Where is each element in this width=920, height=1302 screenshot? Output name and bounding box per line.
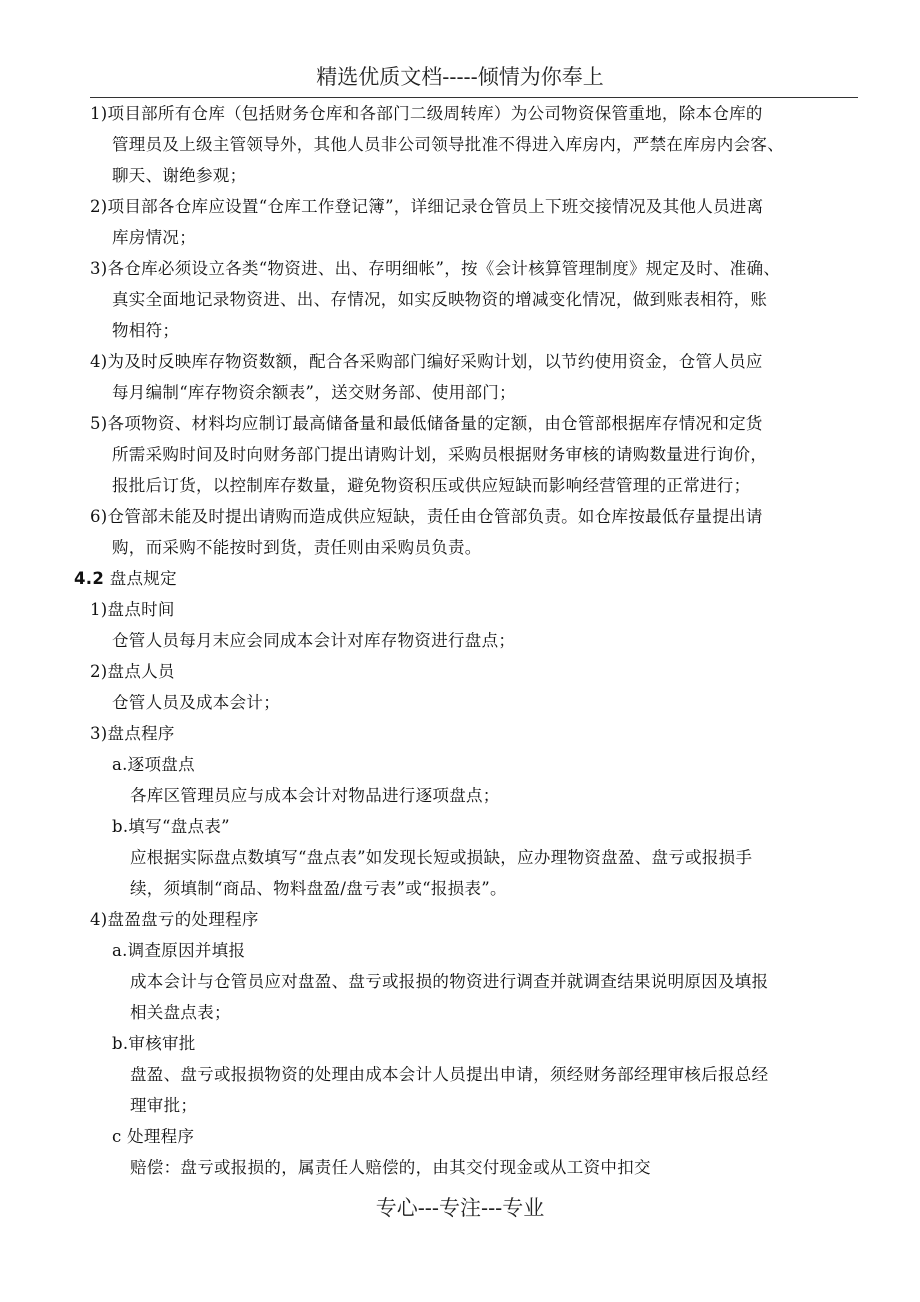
inventory-people-text: 仓管人员及成本会计； bbox=[112, 693, 280, 712]
procedure-a-text: 各库区管理员应与成本会计对物品进行逐项盘点； bbox=[130, 786, 500, 805]
list-item-5-line-3: 报批后订货，以控制库存数量，避免物资积压或供应短缺而影响经营管理的正常进行； bbox=[112, 476, 751, 495]
procedure-b-text-2: 续，须填制“商品、物料盘盈/盘亏表”或“报损表”。 bbox=[130, 879, 507, 898]
inventory-time-text: 仓管人员每月末应会同成本会计对库存物资进行盘点； bbox=[112, 631, 516, 650]
handling-a-text-2: 相关盘点表； bbox=[130, 1003, 231, 1022]
handling-b-text-2: 理审批； bbox=[130, 1096, 198, 1115]
list-item-2-line-1: 2)项目部各仓库应设置“仓库工作登记簿”，详细记录仓管员上下班交接情况及其他人员进离 bbox=[90, 197, 764, 216]
inventory-time-label: 1)盘点时间 bbox=[90, 600, 175, 619]
section-number: 4.2 bbox=[74, 569, 105, 588]
list-item-3-line-1: 3)各仓库必须设立各类“物资进、出、存明细帐”，按《会计核算管理制度》规定及时、准确、 bbox=[90, 259, 781, 278]
handling-c-label: c 处理程序 bbox=[112, 1127, 195, 1146]
list-item-1-line-2: 管理员及上级主管领导外，其他人员非公司领导批准不得进入库房内，严禁在库房内会客、 bbox=[112, 135, 784, 154]
procedure-b-text-1: 应根据实际盘点数填写“盘点表”如发现长短或损缺，应办理物资盘盈、盘亏或报损手 bbox=[130, 848, 753, 867]
list-item-4-line-2: 每月编制“库存物资余额表”，送交财务部、使用部门； bbox=[112, 383, 516, 402]
list-item-5-line-1: 5)各项物资、材料均应制订最高储备量和最低储备量的定额，由仓管部根据库存情况和定货 bbox=[90, 414, 763, 433]
handling-b-text-1: 盘盈、盘亏或报损物资的处理由成本会计人员提出申请，须经财务部经理审核后报总经 bbox=[130, 1065, 769, 1084]
page-header: 精选优质文档-----倾情为你奉上 bbox=[316, 65, 604, 89]
inventory-people-label: 2)盘点人员 bbox=[90, 662, 175, 681]
handling-b-label: b.审核审批 bbox=[112, 1034, 196, 1053]
header-divider bbox=[90, 97, 858, 98]
list-item-2-line-2: 库房情况； bbox=[112, 228, 196, 247]
procedure-a-label: a.逐项盘点 bbox=[112, 755, 195, 774]
list-item-1-line-1: 1)项目部所有仓库（包括财务仓库和各部门二级周转库）为公司物资保管重地，除本仓库的 bbox=[90, 104, 763, 123]
handling-label: 4)盘盈盘亏的处理程序 bbox=[90, 910, 259, 929]
procedure-b-label: b.填写“盘点表” bbox=[112, 817, 230, 836]
list-item-1-line-3: 聊天、谢绝参观； bbox=[112, 166, 247, 185]
list-item-3-line-3: 物相符； bbox=[112, 321, 180, 340]
handling-c-text: 赔偿：盘亏或报损的，属责任人赔偿的，由其交付现金或从工资中扣交 bbox=[130, 1158, 651, 1177]
inventory-procedure-label: 3)盘点程序 bbox=[90, 724, 175, 743]
list-item-3-line-2: 真实全面地记录物资进、出、存情况，如实反映物资的增减变化情况，做到账表相符，账 bbox=[112, 290, 768, 309]
list-item-5-line-2: 所需采购时间及时向财务部门提出请购计划，采购员根据财务审核的请购数量进行询价， bbox=[112, 445, 768, 464]
page-footer: 专心---专注---专业 bbox=[375, 1196, 545, 1220]
list-item-6-line-2: 购，而采购不能按时到货，责任则由采购员负责。 bbox=[112, 538, 482, 557]
handling-a-text-1: 成本会计与仓管员应对盘盈、盘亏或报损的物资进行调查并就调查结果说明原因及填报 bbox=[130, 972, 769, 991]
list-item-6-line-1: 6)仓管部未能及时提出请购而造成供应短缺，责任由仓管部负责。如仓库按最低存量提出请 bbox=[90, 507, 763, 526]
handling-a-label: a.调查原因并填报 bbox=[112, 941, 246, 960]
list-item-4-line-1: 4)为及时反映库存物资数额，配合各采购部门编好采购计划，以节约使用资金，仓管人员应 bbox=[90, 352, 763, 371]
section-title: 盘点规定 bbox=[109, 569, 177, 588]
section-heading bbox=[74, 567, 177, 591]
